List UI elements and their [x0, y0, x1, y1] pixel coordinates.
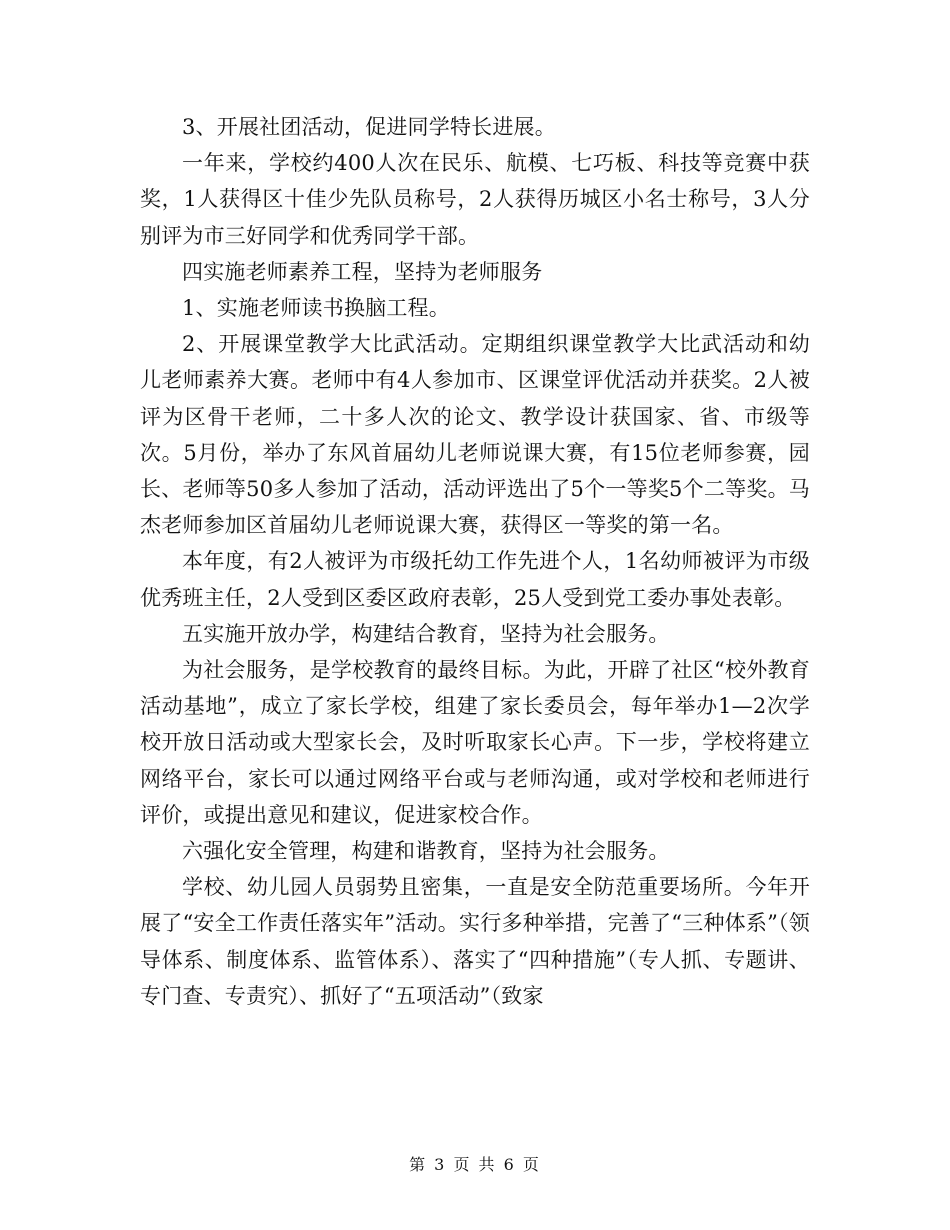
- paragraph-1: 3、开展社团活动，促进同学特长进展。: [182, 115, 556, 139]
- section-heading-6: 六强化安全管理，构建和谐教育，坚持为社会服务。: [182, 839, 670, 864]
- paragraph-8: 为社会服务，是学校教育的最终目标。为此，开辟了社区“校外教育活动基地”，成立了家长学校，组建了家长委员会，每年举办1—2次学校开放日活动或大型家长会，及时听取家长心声。下一步，学校将建立网络平台，家长可以通过网络平台或与老师沟通，或对学校和老师进行评价，或提出意见和建议，促进家校合作。: [140, 658, 810, 827]
- paragraph-5: 2、开展课堂教学大比武活动。定期组织课堂教学大比武活动和幼儿老师素养大赛。老师中有4人参加市、区课堂评优活动并获奖。2人被评为区骨干老师，二十多人次的论文、教学设计获国家、省、市级等次。5月份，举办了东风首届幼儿老师说课大赛，有15位老师参赛，园长、老师等50多人参加了活动，活动评选出了5个一等奖5个二等奖。马杰老师参加区首届幼儿老师说课大赛，获得区一等奖的第一名。: [140, 332, 810, 538]
- paragraph-6: 本年度，有2人被评为市级托幼工作先进个人，1名幼师被评为市级优秀班主任，2人受到区委区政府表彰，25人受到党工委办事处表彰。: [140, 549, 810, 610]
- paragraph-2: 一年来，学校约400人次在民乐、航模、七巧板、科技等竞赛中获奖，1人获得区十佳少先队员称号，2人获得历城区小名士称号，3人分别评为市三好同学和优秀同学干部。: [140, 151, 810, 248]
- section-heading-5: 五实施开放办学，构建结合教育，坚持为社会服务。: [182, 621, 670, 646]
- page-number-footer: 第 3 页 共 6 页: [409, 1155, 541, 1174]
- paragraph-4: 1、实施老师读书换脑工程。: [182, 296, 450, 321]
- document-body: [140, 109, 810, 1014]
- paragraph-10: 学校、幼儿园人员弱势且密集，一直是安全防范重要场所。今年开展了“安全工作责任落实年”活动。实行多种举措，完善了“三种体系”（领导体系、制度体系、监管体系）、落实了“四种措施”（专人抓、专题讲、专门查、专责究）、抓好了“五项活动”（致家: [140, 875, 810, 1008]
- section-heading-4: 四实施老师素养工程，坚持为老师服务: [182, 259, 543, 284]
